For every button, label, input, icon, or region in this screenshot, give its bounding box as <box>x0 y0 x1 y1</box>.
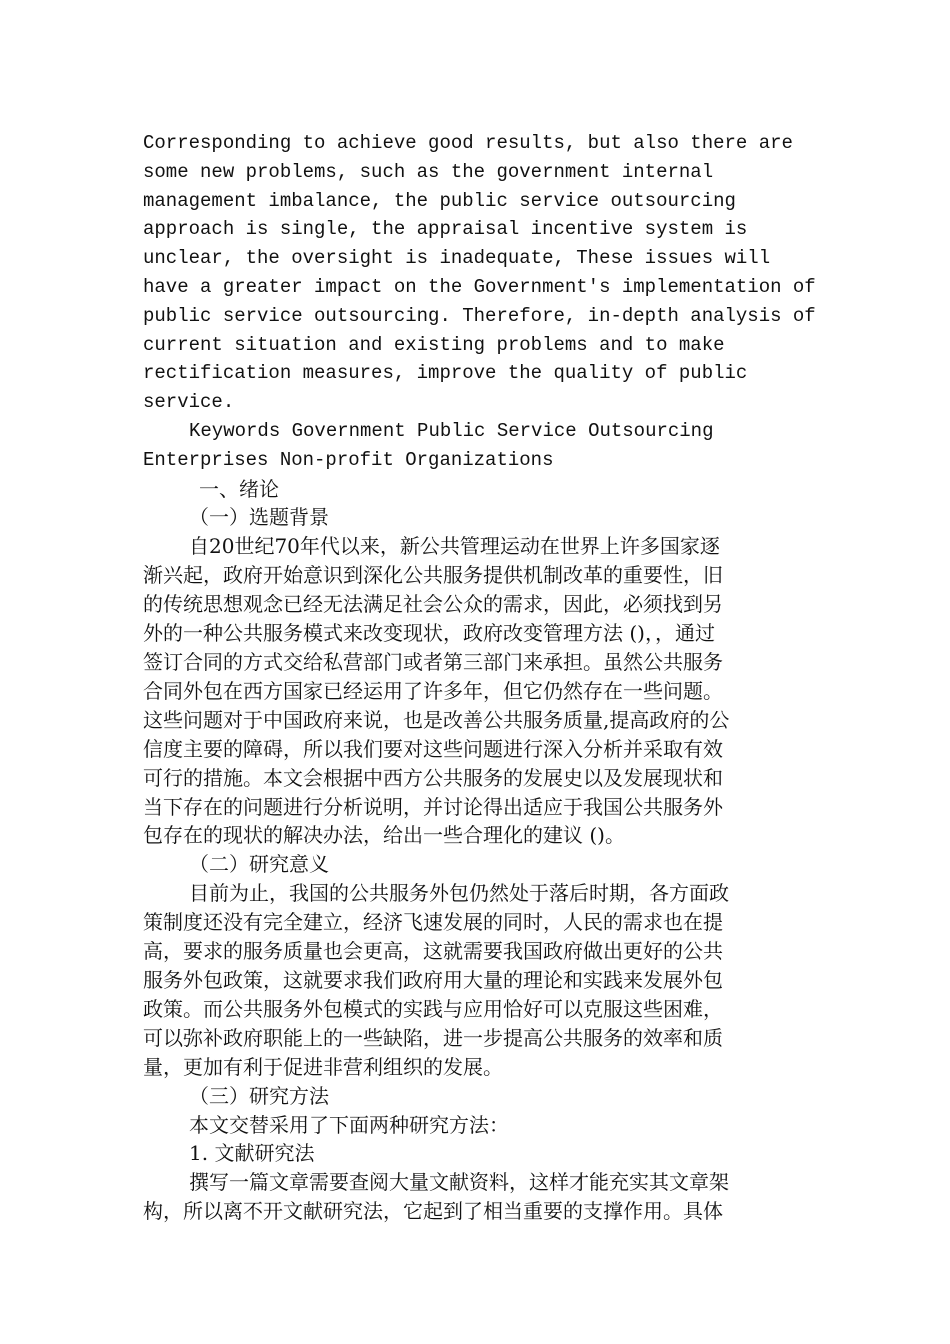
paragraph-line: 高，要求的服务质量也会更高，这就需要我国政府做出更好的公共 <box>143 939 723 964</box>
keywords-line: Keywords Government Public Service Outsourcing <box>189 419 714 442</box>
paragraph-line: 可行的措施。本文会根据中西方公共服务的发展史以及发展现状和 <box>143 765 723 790</box>
abstract-line: Corresponding to achieve good results, but also there are <box>143 132 793 154</box>
subsection-heading: （二）研究意义 <box>189 852 329 877</box>
paragraph-line: 量，更加有利于促进非营利组织的发展。 <box>143 1054 503 1079</box>
significance-paragraph <box>143 879 808 1081</box>
paragraph-line: 外的一种公共服务模式来改变现状，政府改变管理方法 ()，，通过 <box>143 621 715 646</box>
document-page <box>143 129 816 1226</box>
abstract-line: approach is single, the appraisal incentive system is <box>143 218 748 241</box>
paragraph-line: 政策。而公共服务外包模式的实践与应用恰好可以克服这些困难， <box>143 996 723 1021</box>
paragraph-line: 信度主要的障碍，所以我们要对这些问题进行深入分析并采取有效 <box>143 736 723 761</box>
paragraph-line: 渐兴起，政府开始意识到深化公共服务提供机制改革的重要性，旧 <box>143 563 723 588</box>
paragraph-line: 的传统思想观念已经无法满足社会公众的需求，因此，必须找到另 <box>143 592 723 617</box>
abstract-line: have a greater impact on the Government's implementation of <box>143 275 816 298</box>
paragraph-line: 策制度还没有完全建立，经济飞速发展的同时，人民的需求也在提 <box>143 910 723 935</box>
paragraph-line: 这些问题对于中国政府来说，也是改善公共服务质量,提高政府的公 <box>143 707 730 732</box>
abstract-line: unclear, the oversight is inadequate, These issues will <box>143 247 771 270</box>
method-item-heading: 1. 文献研究法 <box>189 1141 315 1166</box>
subsection-heading: （三）研究方法 <box>189 1083 329 1108</box>
abstract-line: current situation and existing problems and to make <box>143 333 725 356</box>
paragraph-line: 签订合同的方式交给私营部门或者第三部门来承担。虽然公共服务 <box>143 650 723 674</box>
literature-method-paragraph <box>143 1168 808 1226</box>
abstract-line: some new problems, such as the government internal <box>143 160 714 183</box>
paragraph-line: 自20世纪70年代以来，新公共管理运动在世界上许多国家逐 <box>189 534 720 559</box>
paragraph-line: 目前为止，我国的公共服务外包仍然处于落后时期，各方面政 <box>189 881 729 906</box>
abstract-line: management imbalance, the public service outsourcing <box>143 189 736 212</box>
abstract-line: public service outsourcing. Therefore, in-depth analysis of <box>143 304 816 327</box>
keywords-line: Enterprises Non-profit Organizations <box>143 448 554 471</box>
section-heading: 一、绪论 <box>199 476 279 501</box>
paragraph-line: 构，所以离不开文献研究法，它起到了相当重要的支撑作用。具体 <box>143 1199 723 1224</box>
subsection-heading: （一）选题背景 <box>189 505 329 530</box>
paragraph-line: 服务外包政策，这就要求我们政府用大量的理论和实践来发展外包 <box>143 967 723 992</box>
background-paragraph <box>143 532 808 850</box>
abstract-line: rectification measures, improve the quality of public <box>143 362 748 385</box>
paragraph-line: 当下存在的问题进行分析说明，并讨论得出适应于我国公共服务外 <box>143 794 723 819</box>
paragraph-line: 包存在的现状的解决办法，给出一些合理化的建议 ()。 <box>143 823 625 848</box>
methods-intro: 本文交替采用了下面两种研究方法： <box>189 1112 509 1137</box>
paragraph-line: 可以弥补政府职能上的一些缺陷，进一步提高公共服务的效率和质 <box>143 1025 723 1050</box>
abstract-line: service. <box>143 391 235 414</box>
paragraph-line: 合同外包在西方国家已经运用了许多年，但它仍然存在一些问题。 <box>143 678 723 703</box>
paragraph-line: 撰写一篇文章需要查阅大量文献资料，这样才能充实其文章架 <box>189 1170 729 1195</box>
